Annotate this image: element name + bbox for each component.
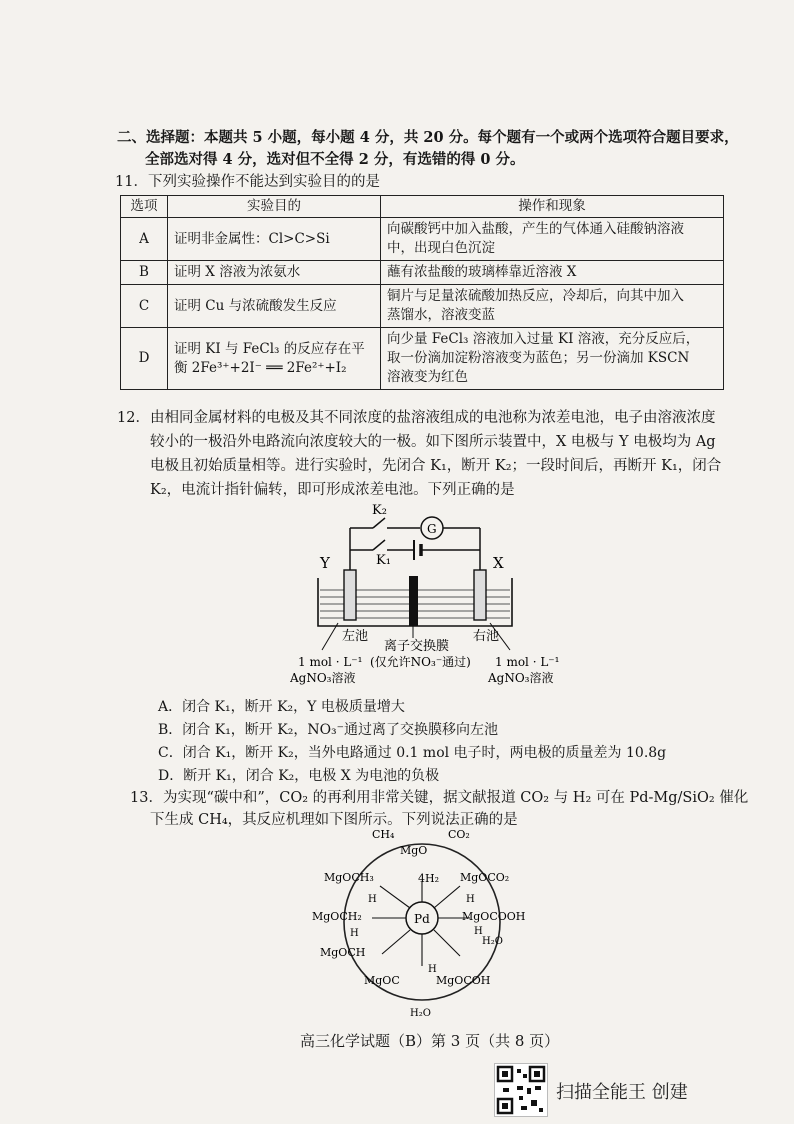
mgoco2-label: MgOCO₂ (460, 871, 510, 884)
q12-option-a: A．闭合 K₁，断开 K₂，Y 电极质量增大 (158, 699, 405, 715)
mgoch-label: MgOCH (320, 946, 366, 959)
table-row (121, 285, 724, 328)
electrode-y-label: Y (320, 554, 330, 572)
mgoc-label: MgOC (364, 974, 400, 987)
ion-exchange-membrane (409, 576, 418, 626)
q12-option-b: B．闭合 K₁，断开 K₂，NO₃⁻通过离了交换膜移向左池 (158, 722, 499, 738)
galvanometer-label: G (427, 522, 437, 536)
row-operation: 铜片与足量浓硫酸加热反应，冷却后，向其中加入 蒸馏水，溶液变蓝 (381, 285, 724, 328)
h2o-bottom-label: H₂O (410, 1008, 431, 1019)
k1-label: K₁ (376, 553, 391, 568)
pd-label: Pd (414, 912, 430, 926)
switch-k1 (373, 540, 385, 550)
row-goal: 证明非金属性：Cl>C>Si (168, 218, 381, 261)
row-option: D (121, 328, 168, 390)
q13-line1: 13．为实现“碳中和”，CO₂ 的再利用非常关键，据文献报道 CO₂ 与 H₂ 可在 Pd-Mg/SiO₂ 催化 (130, 790, 749, 806)
q12-line3: 电极且初始质量相等。进行实验时，先闭合 K₁，断开 K₂；一段时间后，再断开 K₁，闭合 (150, 458, 722, 474)
h-label: H (466, 894, 475, 905)
h-label: H (474, 926, 483, 937)
membrane-label: 离子交换膜 (384, 639, 450, 654)
h2-label: 4H₂ (418, 872, 440, 885)
table-row (121, 261, 724, 285)
electrode-x-label: X (493, 554, 504, 572)
header-goal: 实验目的 (168, 196, 381, 218)
row-operation: 蘸有浓盐酸的玻璃棒靠近溶液 X (381, 261, 724, 285)
mgo-label: MgO (400, 844, 428, 857)
q12-line4: K₂，电流计指针偏转，即可形成浓差电池。下列正确的是 (150, 482, 515, 498)
row-goal: 证明 Cu 与浓硫酸发生反应 (168, 285, 381, 328)
table-header-row (121, 196, 724, 218)
row-goal: 证明 KI 与 FeCl₃ 的反应存在平 衡 2Fe³⁺+2I⁻ ══ 2Fe²⁺+I₂ (168, 328, 381, 390)
header-operation: 操作和现象 (381, 196, 724, 218)
row-option: A (121, 218, 168, 261)
q11-stem: 11．下列实验操作不能达到实验目的的是 (115, 174, 380, 190)
row-option: B (121, 261, 168, 285)
h2o-mid-label: H₂O (482, 936, 503, 947)
q12-option-c: C．闭合 K₁，断开 K₂，当外电路通过 0.1 mol 电子时，两电极的质量差为 10.8g (158, 745, 667, 761)
scanner-watermark-text: 扫描全能王 创建 (556, 1082, 688, 1103)
row-goal: 证明 X 溶液为浓氨水 (168, 261, 381, 285)
section-title-line1: 二、选择题：本题共 5 小题，每小题 4 分，共 20 分。每个题有一个或两个选项符合题目要求， (117, 129, 739, 146)
q12-option-d: D．断开 K₁，闭合 K₂，电极 X 为电池的负极 (158, 768, 440, 784)
table-row (121, 218, 724, 261)
concentration-cell-diagram (290, 498, 570, 698)
co2-label: CO₂ (448, 828, 470, 841)
right-concentration: 1 mol · L⁻¹ (495, 655, 560, 669)
switch-k2 (373, 518, 385, 528)
section-title-line2: 全部选对得 4 分，选对但不全得 2 分，有选错的得 0 分。 (145, 151, 525, 168)
mgoch3-label: MgOCH₃ (324, 871, 374, 884)
page-footer: 高三化学试题（B）第 3 页（共 8 页） (300, 1032, 560, 1050)
electrode-y (344, 570, 356, 620)
mgocoh-label: MgOCOH (436, 974, 491, 987)
mgocooh-label: MgOCOOH (462, 910, 526, 923)
h-label: H (368, 894, 377, 905)
right-pool-label: 右池 (473, 629, 500, 644)
h-label: H (428, 964, 437, 975)
q12-line2: 较小的一极沿外电路流向浓度较大的一极。如下图所示装置中，X 电极与 Y 电极均为 Ag (150, 434, 716, 450)
header-option: 选项 (121, 196, 168, 218)
row-operation: 向碳酸钙中加入盐酸，产生的气体通入硅酸钠溶液 中，出现白色沉淀 (381, 218, 724, 261)
membrane-note: (仅允许NO₃⁻通过) (370, 655, 471, 669)
reaction-mechanism-diagram (310, 826, 550, 1021)
q13-line2: 下生成 CH₄，其反应机理如下图所示。下列说法正确的是 (150, 812, 518, 828)
left-pool-label: 左池 (342, 629, 369, 644)
table-row (121, 328, 724, 390)
left-concentration: 1 mol · L⁻¹ (298, 655, 363, 669)
electrode-x (474, 570, 486, 620)
qr-code-icon (494, 1063, 548, 1117)
right-solution: AgNO₃溶液 (488, 671, 554, 685)
q12-line1: 12．由相同金属材料的电极及其不同浓度的盐溶液组成的电池称为浓差电池，电子由溶液浓度 (117, 410, 716, 426)
row-option: C (121, 285, 168, 328)
q11-table (120, 195, 724, 390)
mgoch2-label: MgOCH₂ (312, 910, 362, 923)
h-label: H (350, 928, 359, 939)
ch4-label: CH₄ (372, 828, 395, 841)
k2-label: K₂ (372, 503, 387, 518)
left-solution: AgNO₃溶液 (290, 671, 356, 685)
row-operation: 向少量 FeCl₃ 溶液加入过量 KI 溶液，充分反应后， 取一份滴加淀粉溶液变为蓝色；另一份滴加 KSCN 溶液变为红色 (381, 328, 724, 390)
